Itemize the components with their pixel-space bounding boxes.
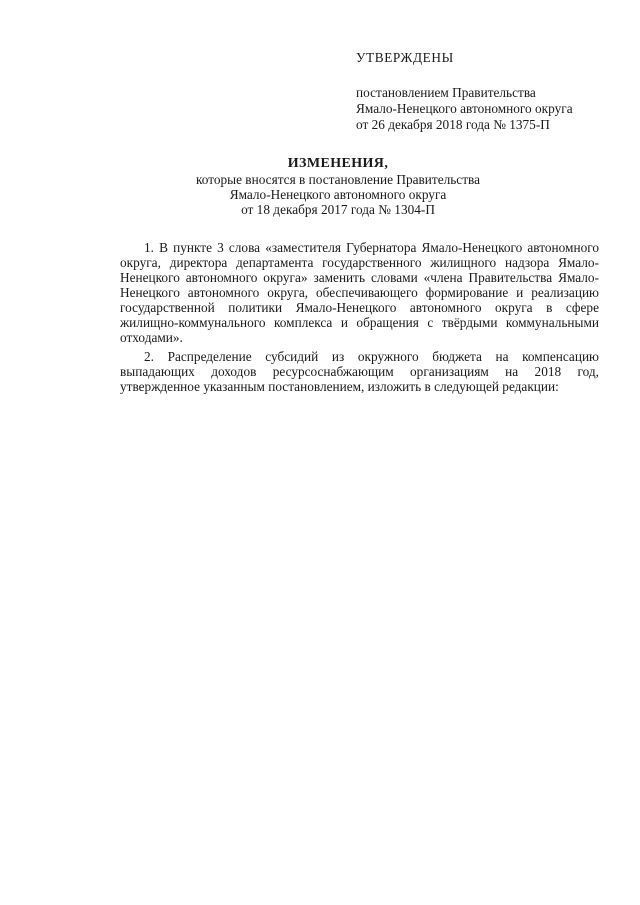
heading-line: от 18 декабря 2017 года № 1304-П [241, 202, 435, 217]
approval-block [356, 50, 626, 133]
approval-line: от 26 декабря 2018 года № 1375-П [356, 117, 550, 132]
paragraph-item-1: 1. В пункте 3 слова «заместителя Губернатора Ямало-Ненецкого автономного округа, директора департамента государственного жилищного надзора Ямало-Ненецкого автономного округа» заменить словами «члена Правительства Ямало-Ненецкого автономного округа, обеспечивающего формирование и реализацию государственной политики Ямало-Ненецкого автономного округа в сфере жилищно-коммунального комплекса и обращения с твёрдыми коммунальными отходами». [120, 240, 599, 345]
paragraph-item-2: 2. Распределение субсидий из окружного бюджета на компенсацию выпадающих доходов ресурсоснабжающим организациям на 2018 год, утвержденное указанным постановлением, изложить в следующей редакции: [120, 349, 599, 394]
document-heading [0, 156, 640, 217]
heading-line: которые вносятся в постановление Правительства [195, 172, 481, 187]
approved-label: УТВЕРЖДЕНЫ [356, 50, 454, 65]
document-body [120, 240, 599, 398]
approval-line: Ямало-Ненецкого автономного округа [356, 101, 573, 116]
document-title: ИЗМЕНЕНИЯ, [287, 156, 389, 171]
heading-line: Ямало-Ненецкого автономного округа [229, 187, 447, 202]
approval-line: постановлением Правительства [356, 85, 536, 100]
